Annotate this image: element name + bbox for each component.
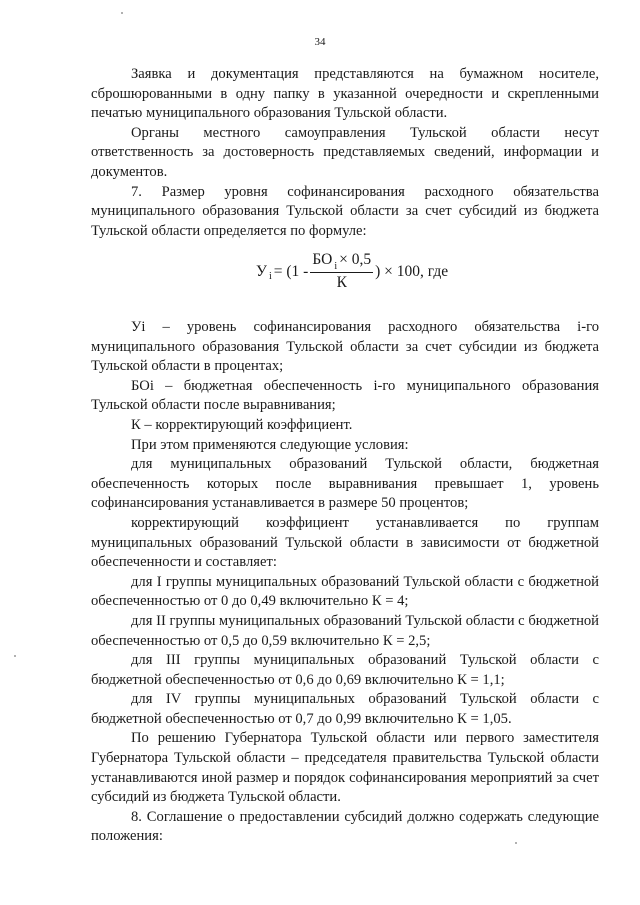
cofinancing-formula [256, 251, 448, 292]
paragraph-governor-decision: По решению Губернатора Тульской области или первого заместителя Губернатора Тульской области – председателя правительства Тульской области устанавливаются иной размер и порядок софинансирования мероприятий за счет субсидий из бюджета Тульской области. [91, 730, 599, 806]
formula-lhs: У [256, 262, 267, 280]
paragraph-responsibility: Органы местного самоуправления Тульской области несут ответственность за достоверность представляемых сведений, информации и документов. [91, 124, 599, 180]
formula-fraction [310, 251, 373, 292]
formula-tail: ) × 100, где [375, 262, 449, 280]
page-number: 34 [314, 36, 326, 48]
paragraph-conditions: При этом применяются следующие условия: [131, 436, 409, 453]
formula-numerator-rest: × 0,5 [339, 251, 372, 268]
paragraph-item-8: 8. Соглашение о предоставлении субсидий должно содержать следующие положения: [91, 808, 599, 845]
formula-numerator [310, 251, 373, 273]
paragraph-def-yi: Уi – уровень софинансирования расходного обязательства i-го муниципального образования Тульской области за счет субсидии из бюджета Тульской области в процентах; [91, 319, 599, 375]
scan-speck [121, 12, 123, 14]
paragraph-group-4: для IV группы муниципальных образований Тульской области с бюджетной обеспеченностью от 0,7 до 0,99 включительно К = 1,05. [91, 691, 599, 727]
formula-lhs-subscript: i [268, 271, 272, 282]
paragraph-coefficient: корректирующий коэффициент устанавливается по группам муниципальных образований Тульской области в зависимости от бюджетной обеспеченности и составляет: [91, 514, 599, 571]
paragraph-group-3: для III группы муниципальных образований Тульской области с бюджетной обеспеченностью от 0,6 до 0,69 включительно К = 1,1; [91, 652, 599, 688]
paragraph-group-1: для I группы муниципальных образований Тульской области с бюджетной обеспеченностью от 0 до 0,49 включительно К = 4; [91, 573, 599, 610]
formula-numerator-base: БО [312, 251, 333, 268]
scan-speck [14, 655, 16, 657]
paragraph-def-boi: БОi – бюджетная обеспеченность i-го муниципального образования Тульской области после выравнивания; [91, 377, 599, 414]
paragraph-group-2: для II группы муниципальных образований Тульской области с бюджетной обеспеченностью от 0,5 до 0,59 включительно К = 2,5; [91, 612, 599, 649]
formula-denominator: К [336, 274, 347, 291]
text-block-top [91, 65, 599, 241]
paragraph-item-7: 7. Размер уровня софинансирования расходного обязательства муниципального образования Тульской области за счет субсидий из бюджета Тульской области определяется по формуле: [91, 183, 599, 239]
text-block-bottom [91, 318, 599, 847]
paragraph-condition-50: для муниципальных образований Тульской области, бюджетная обеспеченность которых после выравнивания превышает 1, уровень софинансирования устанавливается в размере 50 процентов; [91, 456, 599, 512]
formula-open: = (1 - [273, 262, 309, 280]
paragraph-application-docs: Заявка и документация представляются на бумажном носителе, сброшюрованными в одну папку в указанной очередности и скрепленными печатью муниципального образования Тульской области. [91, 66, 599, 122]
paragraph-def-k: К – корректирующий коэффициент. [131, 416, 353, 433]
formula-numerator-subscript: i [334, 261, 338, 272]
scan-speck [515, 842, 517, 844]
